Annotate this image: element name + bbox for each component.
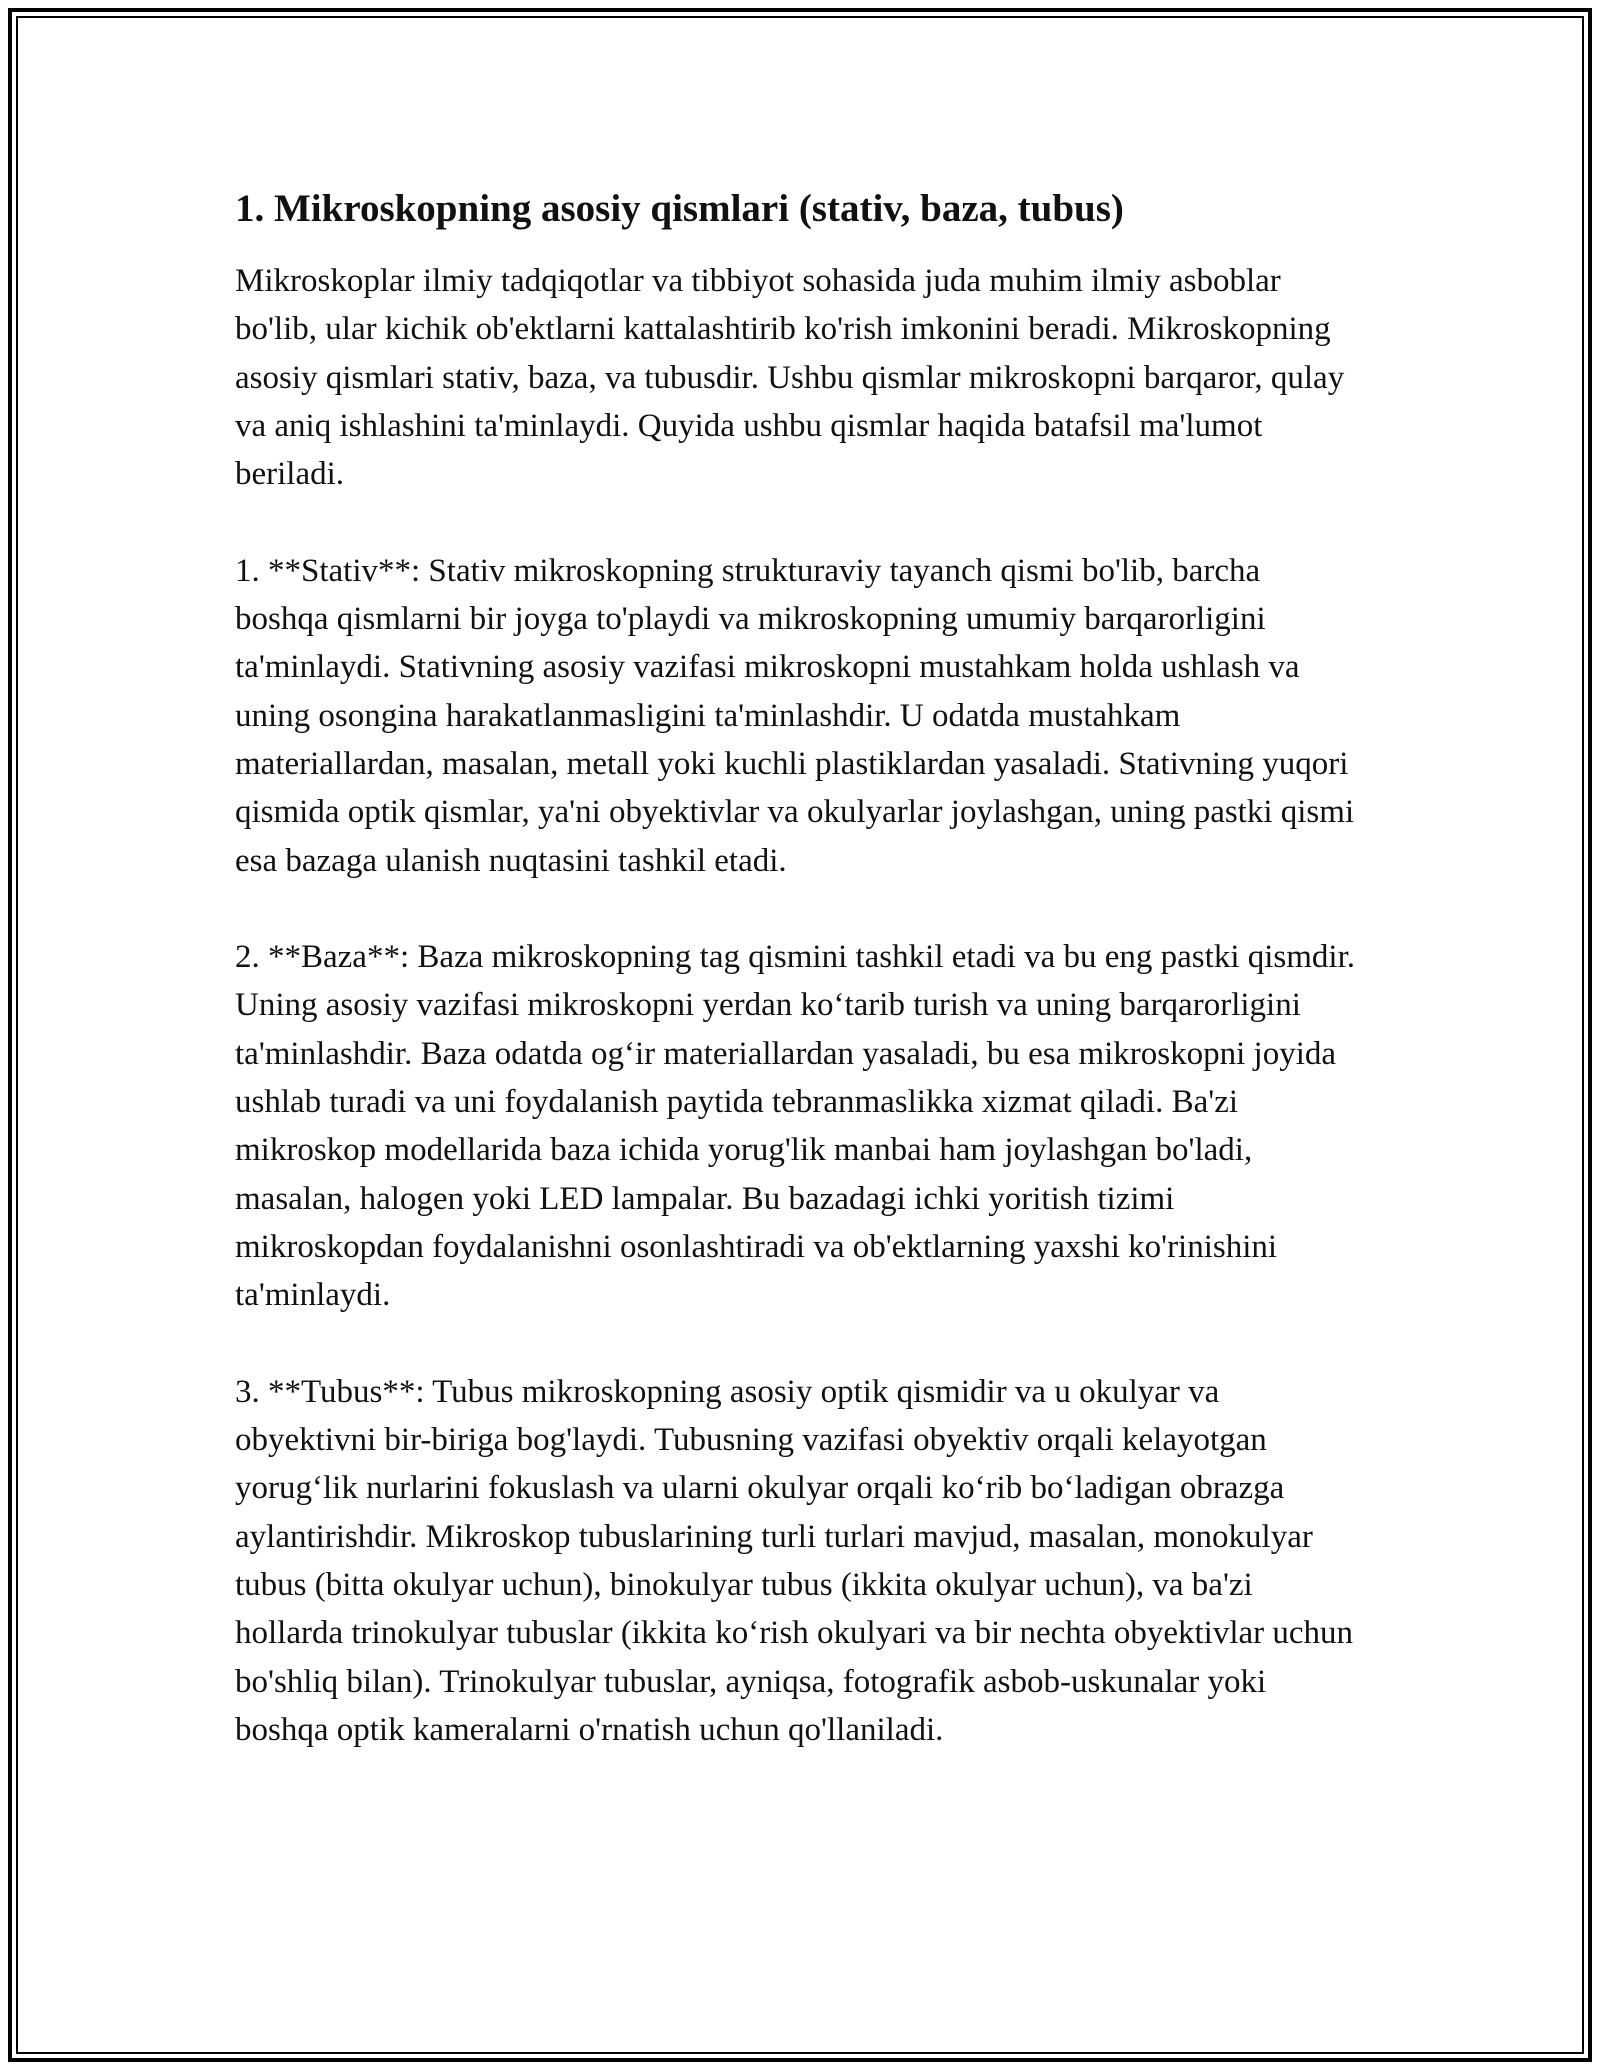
document-body: [235, 185, 1355, 1803]
document-title: 1. Mikroskopning asosiy qismlari (stativ, baza, tubus): [235, 187, 1124, 230]
paragraph-intro: Mikroskoplar ilmiy tadqiqotlar va tibbiyot sohasida juda muhim ilmiy asboblar bo'lib, ular kichik ob'ektlarni kattalashtirib ko'rish imkonini beradi. Mikroskopning asosiy qismlari stativ, baza, va tubusdir. Ushbu qismlar mikroskopni barqaror, qulay va aniq ishlashini ta'minlaydi. Quyida ushbu qismlar haqida batafsil ma'lumot beriladi.: [235, 263, 1345, 493]
paragraph-baza: 2. **Baza**: Baza mikroskopning tag qismini tashkil etadi va bu eng pastki qismdir. Uning asosiy vazifasi mikroskopni yerdan koʻtarib turish va uning barqarorligini ta'minlashdir. Baza odatda ogʻir materiallardan yasaladi, bu esa mikroskopni joyida ushlab turadi va uni foydalanish paytida tebranmaslikka xizmat qiladi. Ba'zi mikroskop modellarida baza ichida yorug'lik manbai ham joylashgan bo'ladi, masalan, halogen yoki LED lampalar. Bu bazadagi ichki yoritish tizimi mikroskopdan foydalanishni osonlashtiradi va ob'ektlarning yaxshi ko'rinishini ta'minlaydi.: [235, 939, 1356, 1314]
paragraph-tubus: 3. **Tubus**: Tubus mikroskopning asosiy optik qismidir va u okulyar va obyektivni bir-biriga bog'laydi. Tubusning vazifasi obyektiv orqali kelayotgan yorugʻlik nurlarini fokuslash va ularni okulyar orqali koʻrib boʻladigan obrazga aylantirishdir. Mikroskop tubuslarining turli turlari mavjud, masalan, monokulyar tubus (bitta okulyar uchun), binokulyar tubus (ikkita okulyar uchun), va ba'zi hollarda trinokulyar tubuslar (ikkita koʻrish okulyari va bir nechta obyektivlar uchun bo'shliq bilan). Trinokulyar tubuslar, ayniqsa, fotografik asbob-uskunalar yoki boshqa optik kameralarni o'rnatish uchun qo'llaniladi.: [235, 1373, 1354, 1748]
paragraph-stativ: 1. **Stativ**: Stativ mikroskopning strukturaviy tayanch qismi bo'lib, barcha boshqa qismlarni bir joyga to'playdi va mikroskopning umumiy barqarorligini ta'minlaydi. Stativning asosiy vazifasi mikroskopni mustahkam holda ushlash va uning osongina harakatlanmasligini ta'minlashdir. U odatda mustahkam materiallardan, masalan, metall yoki kuchli plastiklardan yasaladi. Stativning yuqori qismida optik qismlar, ya'ni obyektivlar va okulyarlar joylashgan, uning pastki qismi esa bazaga ulanish nuqtasini tashkil etadi.: [235, 552, 1355, 879]
